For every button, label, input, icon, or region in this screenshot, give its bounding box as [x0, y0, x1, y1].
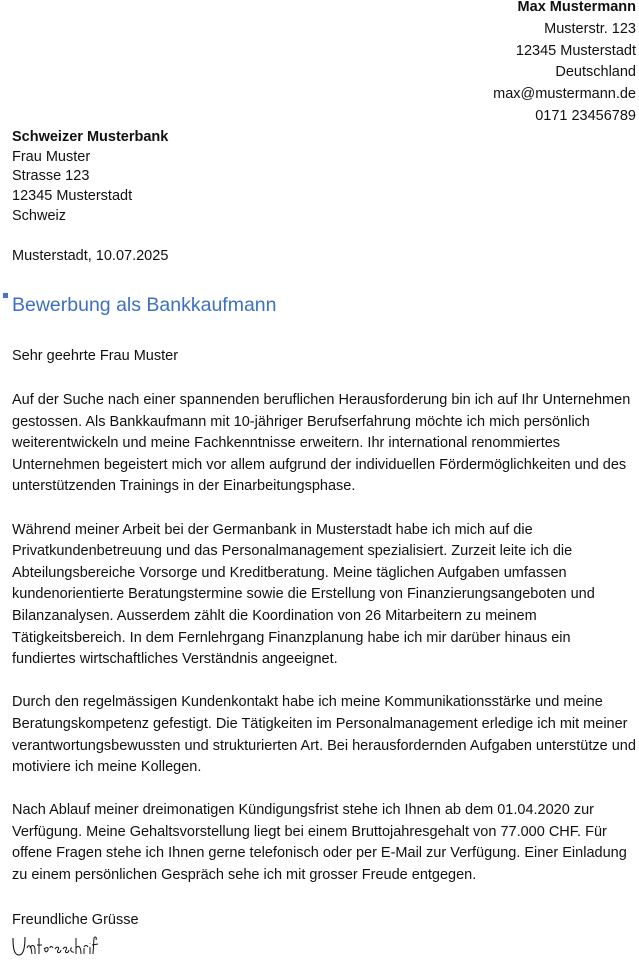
recipient-contact: Frau Muster [12, 148, 91, 165]
salutation: Sehr geehrte Frau Muster [12, 348, 179, 364]
recipient-street: Strasse 123 [12, 168, 90, 185]
letter-body [12, 390, 636, 908]
body-paragraph: Durch den regelmässigen Kundenkontakt habe ich meine Kommunikationsstärke und meine Beratungskompetenz gefestigt. Die Tätigkeiten im Personalmanagement erledige ich mit meiner verantwortungsbewussten und strukturierten Art. Bei herausfordernden Aufgaben unterstütze und motiviere ich meine Kollegen. [12, 694, 636, 776]
body-paragraph: Während meiner Arbeit bei der Germanbank in Musterstadt habe ich mich auf die Privatkundenbetreuung und das Personalmanagement spezialisiert. Zurzeit leite ich die Abteilungsbereiche Vorsorge und Kreditberatung. Meine täglichen Aufgaben umfassen kundenorientierte Beratungstermine sowie die Erstellung von Finanzierungsangeboten und Bilanzanalysen. Ausserdem zählt die Koordination von 26 Mitarbeitern zu meinem Tätigkeitsbereich. In dem Fernlehrgang Finanzplanung habe ich mir darüber hinaus ein fundiertes wirtschaftliches Verständnis angeeignet. [12, 521, 595, 668]
signature [10, 930, 100, 960]
date-line: Musterstadt, 10.07.2025 [12, 248, 169, 264]
sender-street: Musterstr. 123 [544, 20, 636, 37]
sender-name: Max Mustermann [517, 0, 636, 15]
body-paragraph: Auf der Suche nach einer spannenden beruflichen Herausforderung bin ich auf Ihr Unternehmen gestossen. Als Bankkaufmann mit 10-jähriger Berufserfahrung möchte ich mich persönlich weiterentwickeln und meine Fachkenntnisse erweitern. Ihr international renommiertes Unternehmen begeistert mich vor allem aufgrund der individuellen Fördermöglichkeiten und des unterstützenden Trainings in der Einarbeitungsphase. [12, 392, 631, 495]
recipient-company: Schweizer Musterbank [12, 129, 169, 145]
body-paragraph: Nach Ablauf meiner dreimonatigen Kündigungsfrist stehe ich Ihnen ab dem 01.04.2020 zur Verfügung. Meine Gehaltsvorstellung liegt bei einem Bruttojahresgehalt von 77.000 CHF. Für offene Fragen stehe ich Ihnen gerne telefonisch oder per E-Mail zur Verfügung. Einer Einladung zu einem persönlichen Gespräch sehe ich mit grosser Freude entgegen. [12, 802, 627, 884]
closing-phrase: Freundliche Grüsse [12, 912, 139, 928]
sender-country: Deutschland [555, 64, 636, 81]
sender-email: max@mustermann.de [493, 86, 636, 103]
recipient-address-block [12, 128, 168, 227]
sender-phone: 0171 23456789 [535, 107, 636, 124]
heading-marker [3, 293, 8, 298]
recipient-city: 12345 Musterstadt [12, 188, 133, 205]
letter-subject: Bewerbung als Bankkaufmann [12, 294, 277, 316]
sender-city: 12345 Musterstadt [515, 42, 636, 59]
recipient-country: Schweiz [12, 207, 66, 224]
sender-address-block [493, 0, 636, 128]
